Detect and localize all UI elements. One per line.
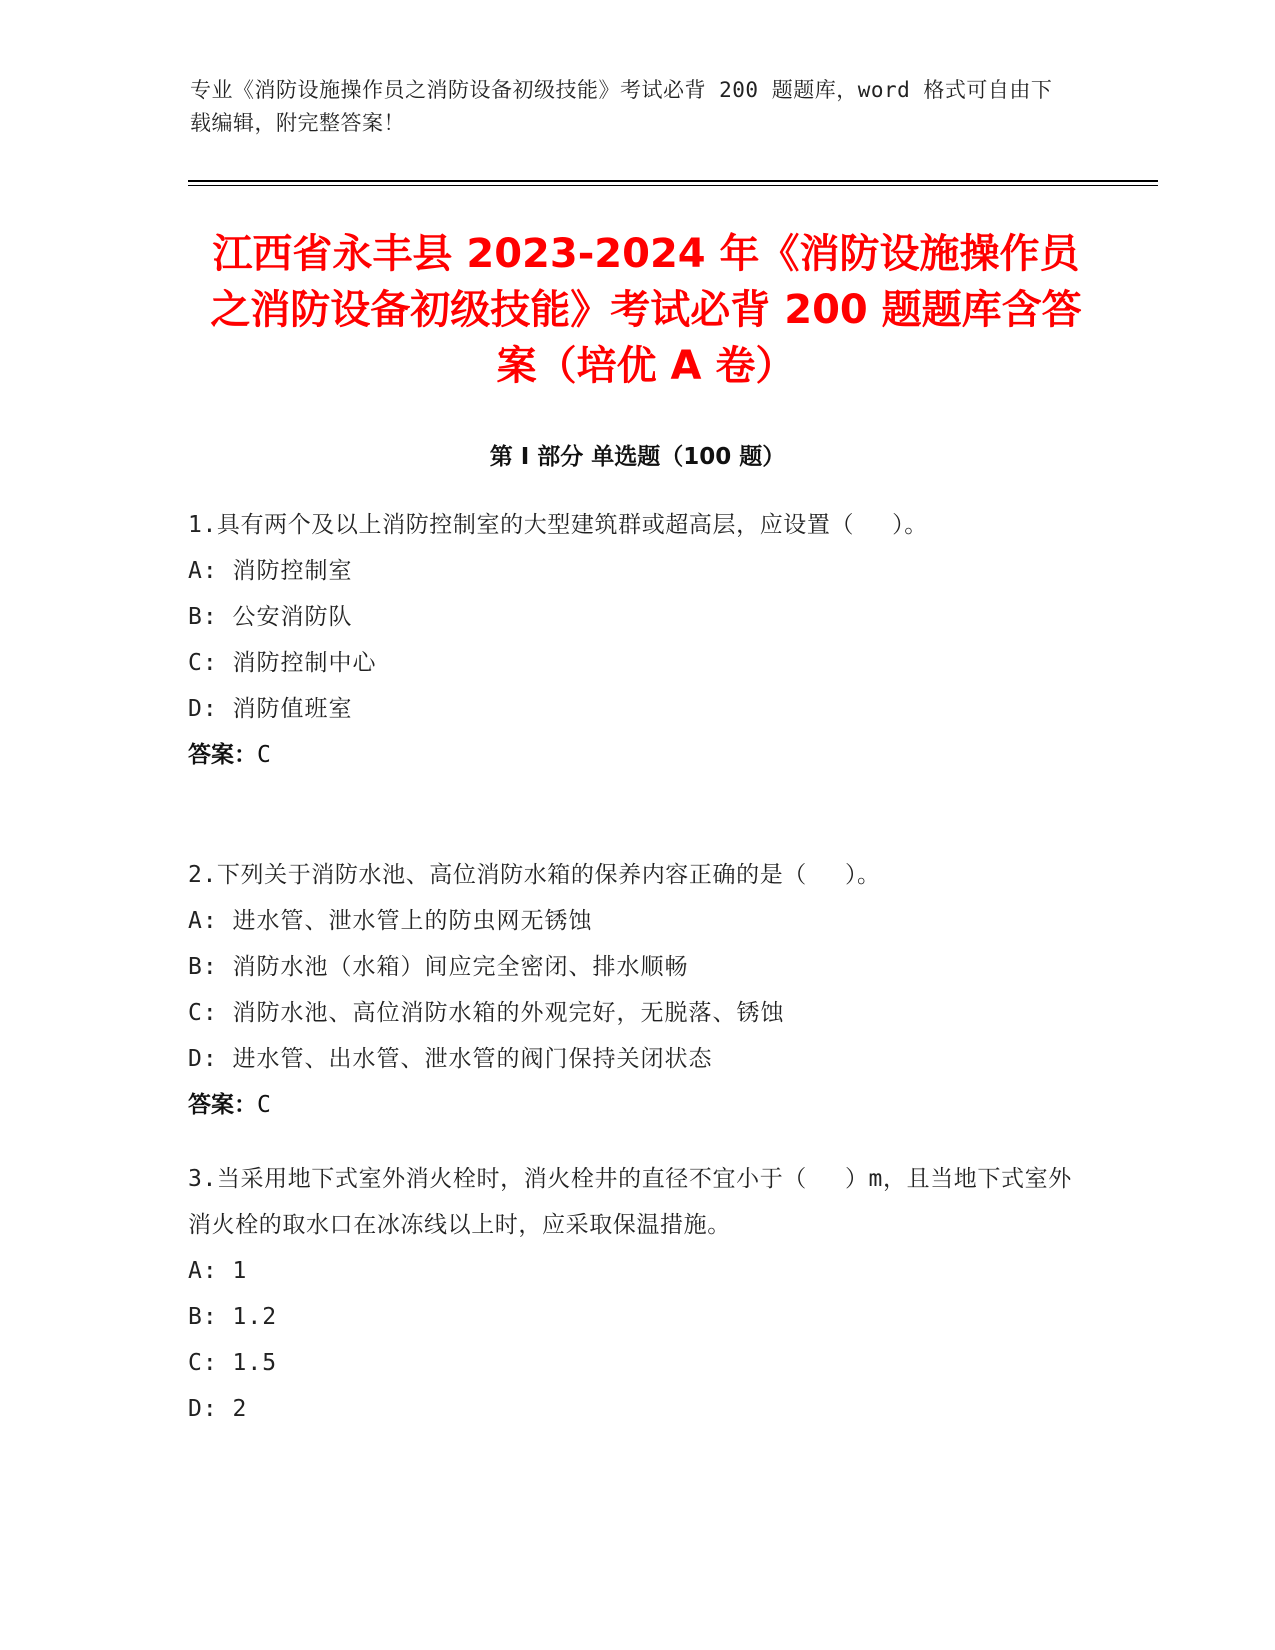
answer-line — [188, 1082, 1088, 1128]
section-title: 第 I 部分 单选题（100 题） — [489, 444, 786, 470]
header-divider-thick — [188, 180, 1158, 182]
answer-value: C — [257, 1092, 271, 1118]
question-1 — [188, 502, 1088, 778]
question-2 — [188, 852, 1088, 1128]
option-d: D: 消防值班室 — [188, 696, 353, 722]
answer-value: C — [257, 742, 271, 768]
option-a: A: 进水管、泄水管上的防虫网无锈蚀 — [188, 908, 593, 934]
question-stem: 1.具有两个及以上消防控制室的大型建筑群或超高层，应设置（ ）。 — [188, 512, 928, 538]
answer-line — [188, 732, 1088, 778]
option-d: D: 2 — [188, 1396, 248, 1422]
header-divider-thin — [188, 185, 1158, 186]
option-d: D: 进水管、出水管、泄水管的阀门保持关闭状态 — [188, 1046, 713, 1072]
answer-label: 答案： — [188, 1092, 257, 1118]
option-c: C: 1.5 — [188, 1350, 278, 1376]
option-c: C: 消防控制中心 — [188, 650, 377, 676]
option-b: B: 公安消防队 — [188, 604, 353, 630]
option-a: A: 1 — [188, 1258, 248, 1284]
document-title: 江西省永丰县 2023-2024 年《消防设施操作员之消防设备初级技能》考试必背 200 题题库含答案（培优 A 卷） — [210, 231, 1082, 389]
option-b: B: 消防水池（水箱）间应完全密闭、排水顺畅 — [188, 954, 689, 980]
question-stem: 2.下列关于消防水池、高位消防水箱的保养内容正确的是（ ）。 — [188, 862, 881, 888]
header-note: 专业《消防设施操作员之消防设备初级技能》考试必背 200 题题库，word 格式可自由下载编辑，附完整答案！ — [190, 78, 1053, 135]
option-c: C: 消防水池、高位消防水箱的外观完好，无脱落、锈蚀 — [188, 1000, 785, 1026]
answer-label: 答案： — [188, 742, 257, 768]
option-b: B: 1.2 — [188, 1304, 278, 1330]
option-a: A: 消防控制室 — [188, 558, 353, 584]
question-stem: 3.当采用地下式室外消火栓时，消火栓井的直径不宜小于（ ）m，且当地下式室外消火栓的取水口在冰冻线以上时，应采取保温措施。 — [188, 1166, 1072, 1238]
question-3 — [188, 1156, 1088, 1432]
